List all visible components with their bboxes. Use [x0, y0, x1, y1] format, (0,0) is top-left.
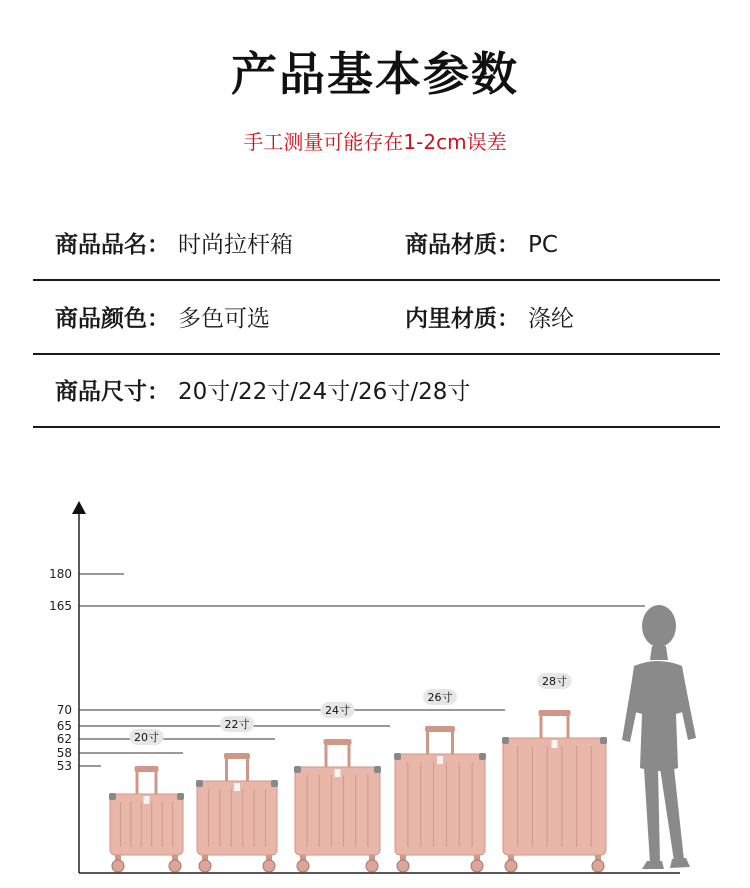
person-foot-right — [670, 858, 690, 868]
spec-lining — [405, 300, 574, 333]
size-badge-label: 24寸 — [325, 704, 350, 717]
spec-row-1 — [33, 206, 720, 281]
suitcase-handle — [324, 739, 352, 745]
size-badge-label: 28寸 — [542, 675, 567, 688]
suitcase-corner — [479, 753, 486, 760]
y-tick-label: 180 — [49, 567, 72, 581]
spec-label: 商品颜色： — [55, 306, 170, 332]
suitcase-corner — [177, 793, 184, 800]
suitcase-corner — [502, 737, 509, 744]
y-tick-label: 58 — [56, 746, 72, 760]
suitcase-28寸 — [502, 673, 607, 872]
suitcase-handle — [539, 710, 571, 716]
suitcase-wheel — [112, 860, 124, 872]
suitcase-body — [197, 781, 277, 855]
spec-value: PC — [528, 232, 558, 258]
suitcase-tag — [234, 783, 240, 791]
y-tick-label: 65 — [56, 719, 72, 733]
y-tick-label: 70 — [56, 703, 72, 717]
suitcase-tag — [335, 769, 341, 777]
suitcase-corner — [600, 737, 607, 744]
size-badge-label: 20寸 — [134, 731, 159, 744]
suitcase-20寸 — [109, 729, 184, 872]
y-tick-label: 53 — [56, 759, 72, 773]
spec-value: 时尚拉杆箱 — [178, 232, 293, 258]
suitcase-wheel — [199, 860, 211, 872]
suitcase-handle — [425, 726, 455, 732]
person-leg-left — [644, 768, 660, 863]
spec-color — [55, 300, 270, 333]
suitcase-handle-post — [136, 770, 139, 794]
suitcase-handle-post — [246, 757, 249, 781]
suitcase-24寸 — [294, 702, 381, 872]
suitcase-handle-post — [325, 743, 328, 767]
spec-name — [55, 226, 293, 259]
suitcase-corner — [109, 793, 116, 800]
person-head — [642, 605, 676, 647]
suitcase-corner — [196, 780, 203, 787]
spec-value: 多色可选 — [178, 306, 270, 332]
suitcase-tag — [144, 796, 150, 804]
y-tick-label: 62 — [56, 732, 72, 746]
suitcase-handle-post — [451, 730, 454, 754]
measurement-note: 手工测量可能存在1-2cm误差 — [243, 130, 507, 154]
size-badge-label: 26寸 — [427, 691, 453, 704]
person-neck — [650, 646, 668, 660]
suitcase-wheel — [297, 860, 309, 872]
suitcase-tag — [552, 740, 558, 748]
suitcase-wheel — [366, 860, 378, 872]
suitcase-handle-post — [225, 757, 228, 781]
spec-label: 内里材质： — [405, 306, 520, 332]
spec-row-3 — [33, 353, 720, 428]
suitcase-handle-post — [348, 743, 351, 767]
chart-suitcases — [109, 673, 607, 872]
size-comparison-chart — [0, 488, 750, 888]
suitcase-wheel — [592, 860, 604, 872]
spec-material — [405, 226, 558, 259]
person-foot-left — [642, 861, 664, 869]
suitcase-body — [503, 738, 606, 855]
spec-value: 涤纶 — [528, 306, 574, 332]
suitcase-corner — [394, 753, 401, 760]
page-title: 产品基本参数 — [231, 47, 519, 101]
spec-value: 20寸/22寸/24寸/26寸/28寸 — [178, 379, 471, 405]
suitcase-handle-post — [567, 714, 570, 738]
suitcase-26寸 — [394, 689, 486, 872]
spec-row-2 — [33, 280, 720, 355]
suitcase-handle-post — [540, 714, 543, 738]
suitcase-wheel — [397, 860, 409, 872]
suitcase-wheel — [505, 860, 517, 872]
spec-label: 商品品名： — [55, 232, 170, 258]
suitcase-wheel — [471, 860, 483, 872]
suitcase-tag — [437, 756, 443, 764]
suitcase-wheel — [263, 860, 275, 872]
person-silhouette-icon — [622, 605, 696, 869]
suitcase-handle-post — [426, 730, 429, 754]
suitcase-body — [295, 767, 380, 855]
suitcase-corner — [294, 766, 301, 773]
y-axis-arrow-icon — [72, 501, 86, 514]
y-tick-label: 165 — [49, 599, 72, 613]
size-badge-label: 22寸 — [224, 718, 250, 731]
suitcase-corner — [271, 780, 278, 787]
suitcase-wheel — [169, 860, 181, 872]
suitcase-body — [395, 754, 485, 855]
person-leg-right — [660, 768, 684, 861]
spec-size — [55, 373, 470, 406]
spec-label: 商品材质： — [405, 232, 520, 258]
spec-label: 商品尺寸： — [55, 379, 170, 405]
suitcase-handle-post — [155, 770, 158, 794]
suitcase-corner — [374, 766, 381, 773]
